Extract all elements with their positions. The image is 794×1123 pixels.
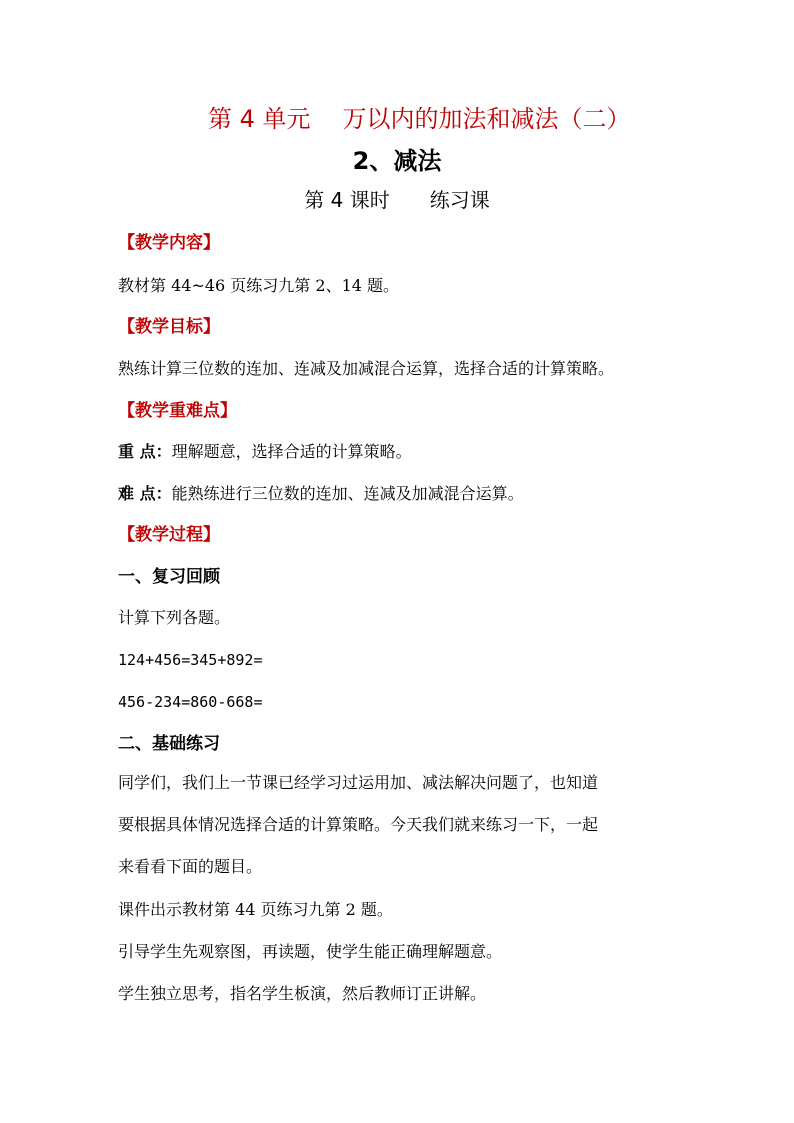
difficulty-text: 能熟练进行三位数的连加、连减及加减混合运算。 (171, 484, 524, 503)
part1-title: 一、复习回顾 (118, 567, 220, 587)
unit-topic: 万以内的加法和减法（二） (342, 105, 631, 133)
content-text: 教材第 44~46 页练习九第 2、14 题。 (118, 276, 400, 295)
step-line-2: 引导学生先观察图，再读题，使学生能正确理解题意。 (118, 942, 503, 961)
part1-intro: 计算下列各题。 (118, 608, 231, 627)
lesson-number: 第 4 课时 (304, 188, 390, 212)
section-title: 2、减法 (352, 147, 442, 175)
expression-line-2: 456-234=860-668= (118, 693, 263, 711)
content-heading: 【教学内容】 (118, 233, 220, 253)
key-point-text: 理解题意，选择合适的计算策略。 (171, 442, 412, 461)
key-points-heading: 【教学重难点】 (118, 401, 237, 421)
paragraph-line-2: 要根据具体情况选择合适的计算策略。今天我们就来练习一下，一起 (118, 815, 599, 834)
unit-title (208, 104, 631, 134)
lesson-type: 练习课 (429, 188, 490, 212)
part2-title: 二、基础练习 (118, 734, 220, 754)
objectives-text: 熟练计算三位数的连加、连减及加减混合运算，选择合适的计算策略。 (118, 359, 615, 378)
step-line-1: 课件出示教材第 44 页练习九第 2 题。 (118, 900, 393, 919)
key-point-label: 重 点： (118, 442, 172, 461)
difficulty-label: 难 点： (118, 484, 172, 503)
step-line-3: 学生独立思考，指名学生板演，然后教师订正讲解。 (118, 984, 487, 1003)
unit-number: 第 4 单元 (208, 105, 311, 133)
paragraph-line-1: 同学们，我们上一节课已经学习过运用加、减法解决问题了，也知道 (118, 773, 599, 792)
lesson-title (0, 187, 794, 213)
process-heading: 【教学过程】 (118, 525, 220, 545)
expression-line-1: 124+456=345+892= (118, 651, 263, 669)
objectives-heading: 【教学目标】 (118, 317, 220, 337)
difficulty-line (118, 484, 524, 504)
paragraph-line-3: 来看看下面的题目。 (118, 857, 263, 876)
key-point-line (118, 442, 412, 462)
